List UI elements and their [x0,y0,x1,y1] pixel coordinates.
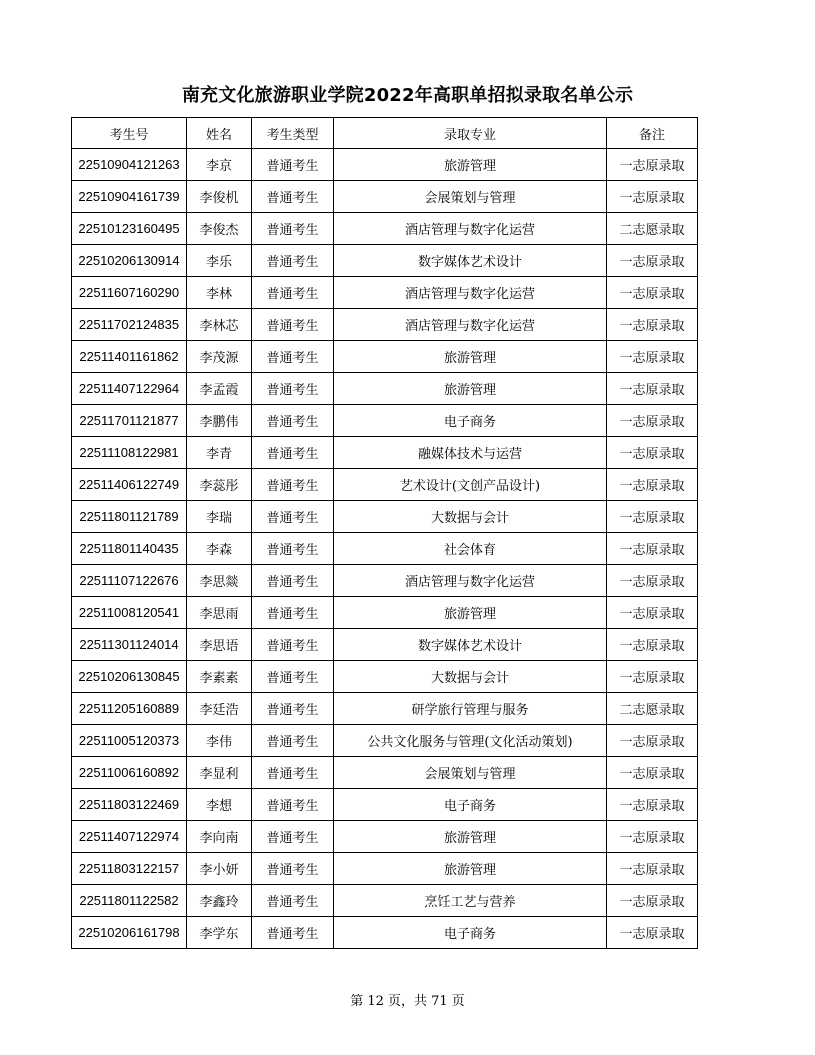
cell-candidate-type: 普通考生 [252,501,334,533]
cell-admitted-major: 酒店管理与数字化运营 [334,309,607,341]
cell-remarks: 一志原录取 [607,565,698,597]
cell-admitted-major: 电子商务 [334,917,607,949]
cell-remarks: 一志原录取 [607,533,698,565]
cell-exam-number: 22510904121263 [72,149,187,181]
table-row [72,469,698,501]
cell-candidate-type: 普通考生 [252,821,334,853]
cell-remarks: 一志原录取 [607,373,698,405]
header-admitted-major: 录取专业 [334,118,607,149]
cell-exam-number: 22510206130914 [72,245,187,277]
table-row [72,821,698,853]
cell-name: 李小妍 [187,853,252,885]
table-row [72,725,698,757]
table-row [72,629,698,661]
cell-remarks: 一志原录取 [607,149,698,181]
table-row [72,885,698,917]
cell-admitted-major: 大数据与会计 [334,501,607,533]
cell-candidate-type: 普通考生 [252,213,334,245]
cell-exam-number: 22511006160892 [72,757,187,789]
cell-exam-number: 22510123160495 [72,213,187,245]
cell-exam-number: 22510904161739 [72,181,187,213]
cell-admitted-major: 电子商务 [334,405,607,437]
cell-remarks: 一志原录取 [607,789,698,821]
cell-candidate-type: 普通考生 [252,181,334,213]
cell-exam-number: 22511607160290 [72,277,187,309]
cell-remarks: 一志原录取 [607,309,698,341]
cell-name: 李茂源 [187,341,252,373]
cell-name: 李廷浩 [187,693,252,725]
cell-name: 李思语 [187,629,252,661]
cell-remarks: 二志愿录取 [607,213,698,245]
cell-admitted-major: 电子商务 [334,789,607,821]
cell-exam-number: 22511108122981 [72,437,187,469]
cell-exam-number: 22511401161862 [72,341,187,373]
table-row [72,405,698,437]
cell-exam-number: 22511005120373 [72,725,187,757]
cell-candidate-type: 普通考生 [252,789,334,821]
cell-admitted-major: 公共文化服务与管理(文化活动策划) [334,725,607,757]
cell-remarks: 一志原录取 [607,405,698,437]
cell-exam-number: 22511803122157 [72,853,187,885]
cell-admitted-major: 酒店管理与数字化运营 [334,565,607,597]
cell-remarks: 一志原录取 [607,821,698,853]
header-exam-number: 考生号 [72,118,187,149]
cell-candidate-type: 普通考生 [252,885,334,917]
cell-name: 李思雨 [187,597,252,629]
cell-name: 李思燚 [187,565,252,597]
cell-candidate-type: 普通考生 [252,757,334,789]
table-row [72,533,698,565]
cell-admitted-major: 旅游管理 [334,373,607,405]
cell-candidate-type: 普通考生 [252,437,334,469]
cell-name: 李俊杰 [187,213,252,245]
cell-remarks: 一志原录取 [607,437,698,469]
cell-remarks: 一志原录取 [607,725,698,757]
table-row [72,693,698,725]
cell-name: 李想 [187,789,252,821]
table-row [72,373,698,405]
table-header-row [72,118,698,149]
cell-exam-number: 22511407122964 [72,373,187,405]
cell-admitted-major: 旅游管理 [334,821,607,853]
table-row [72,277,698,309]
cell-candidate-type: 普通考生 [252,629,334,661]
cell-admitted-major: 会展策划与管理 [334,181,607,213]
cell-candidate-type: 普通考生 [252,341,334,373]
cell-candidate-type: 普通考生 [252,597,334,629]
cell-remarks: 一志原录取 [607,469,698,501]
cell-name: 李素素 [187,661,252,693]
cell-admitted-major: 研学旅行管理与服务 [334,693,607,725]
table-row [72,309,698,341]
cell-admitted-major: 会展策划与管理 [334,757,607,789]
cell-remarks: 二志愿录取 [607,693,698,725]
cell-admitted-major: 酒店管理与数字化运营 [334,277,607,309]
cell-remarks: 一志原录取 [607,181,698,213]
cell-exam-number: 22511801122582 [72,885,187,917]
page-title: 南充文化旅游职业学院2022年高职单招拟录取名单公示 [181,85,634,106]
header-remarks: 备注 [607,118,698,149]
table-row [72,917,698,949]
cell-exam-number: 22511107122676 [72,565,187,597]
cell-exam-number: 22511701121877 [72,405,187,437]
cell-exam-number: 22511702124835 [72,309,187,341]
cell-name: 李孟霞 [187,373,252,405]
cell-admitted-major: 融媒体技术与运营 [334,437,607,469]
cell-candidate-type: 普通考生 [252,917,334,949]
cell-admitted-major: 酒店管理与数字化运营 [334,213,607,245]
cell-name: 李俊机 [187,181,252,213]
table-row [72,501,698,533]
table-body [72,149,698,949]
cell-admitted-major: 数字媒体艺术设计 [334,629,607,661]
table-row [72,341,698,373]
table-row [72,757,698,789]
cell-name: 李京 [187,149,252,181]
cell-name: 李乐 [187,245,252,277]
cell-remarks: 一志原录取 [607,757,698,789]
page-number: 第 12 页，共 71 页 [350,994,465,1009]
cell-name: 李伟 [187,725,252,757]
cell-candidate-type: 普通考生 [252,853,334,885]
cell-candidate-type: 普通考生 [252,533,334,565]
cell-exam-number: 22510206130845 [72,661,187,693]
cell-admitted-major: 旅游管理 [334,341,607,373]
cell-candidate-type: 普通考生 [252,693,334,725]
header-name: 姓名 [187,118,252,149]
cell-exam-number: 22511801140435 [72,533,187,565]
cell-name: 李青 [187,437,252,469]
cell-candidate-type: 普通考生 [252,245,334,277]
cell-name: 李显利 [187,757,252,789]
cell-admitted-major: 数字媒体艺术设计 [334,245,607,277]
cell-exam-number: 22511008120541 [72,597,187,629]
table-row [72,597,698,629]
admission-table [71,117,698,949]
cell-name: 李学东 [187,917,252,949]
cell-exam-number: 22511801121789 [72,501,187,533]
cell-name: 李林 [187,277,252,309]
cell-exam-number: 22511205160889 [72,693,187,725]
cell-admitted-major: 旅游管理 [334,597,607,629]
cell-remarks: 一志原录取 [607,629,698,661]
table-row [72,789,698,821]
cell-admitted-major: 艺术设计(文创产品设计) [334,469,607,501]
cell-name: 李向南 [187,821,252,853]
table-row [72,661,698,693]
cell-remarks: 一志原录取 [607,597,698,629]
cell-candidate-type: 普通考生 [252,405,334,437]
table-row [72,213,698,245]
cell-candidate-type: 普通考生 [252,309,334,341]
cell-exam-number: 22511407122974 [72,821,187,853]
cell-candidate-type: 普通考生 [252,149,334,181]
cell-admitted-major: 烹饪工艺与营养 [334,885,607,917]
cell-admitted-major: 社会体育 [334,533,607,565]
cell-admitted-major: 大数据与会计 [334,661,607,693]
cell-remarks: 一志原录取 [607,661,698,693]
cell-candidate-type: 普通考生 [252,469,334,501]
cell-exam-number: 22510206161798 [72,917,187,949]
header-candidate-type: 考生类型 [252,118,334,149]
cell-name: 李鹏伟 [187,405,252,437]
cell-remarks: 一志原录取 [607,277,698,309]
cell-candidate-type: 普通考生 [252,373,334,405]
cell-remarks: 一志原录取 [607,853,698,885]
cell-admitted-major: 旅游管理 [334,149,607,181]
table-row [72,181,698,213]
cell-name: 李林芯 [187,309,252,341]
cell-remarks: 一志原录取 [607,885,698,917]
cell-name: 李蕊彤 [187,469,252,501]
table-row [72,245,698,277]
table-row [72,437,698,469]
cell-candidate-type: 普通考生 [252,277,334,309]
table-row [72,853,698,885]
cell-admitted-major: 旅游管理 [334,853,607,885]
cell-exam-number: 22511406122749 [72,469,187,501]
table-row [72,565,698,597]
cell-remarks: 一志原录取 [607,917,698,949]
cell-name: 李鑫玲 [187,885,252,917]
table-row [72,149,698,181]
cell-exam-number: 22511803122469 [72,789,187,821]
cell-remarks: 一志原录取 [607,501,698,533]
cell-name: 李森 [187,533,252,565]
cell-exam-number: 22511301124014 [72,629,187,661]
cell-candidate-type: 普通考生 [252,725,334,757]
cell-candidate-type: 普通考生 [252,565,334,597]
cell-name: 李瑞 [187,501,252,533]
cell-candidate-type: 普通考生 [252,661,334,693]
cell-remarks: 一志原录取 [607,341,698,373]
cell-remarks: 一志原录取 [607,245,698,277]
